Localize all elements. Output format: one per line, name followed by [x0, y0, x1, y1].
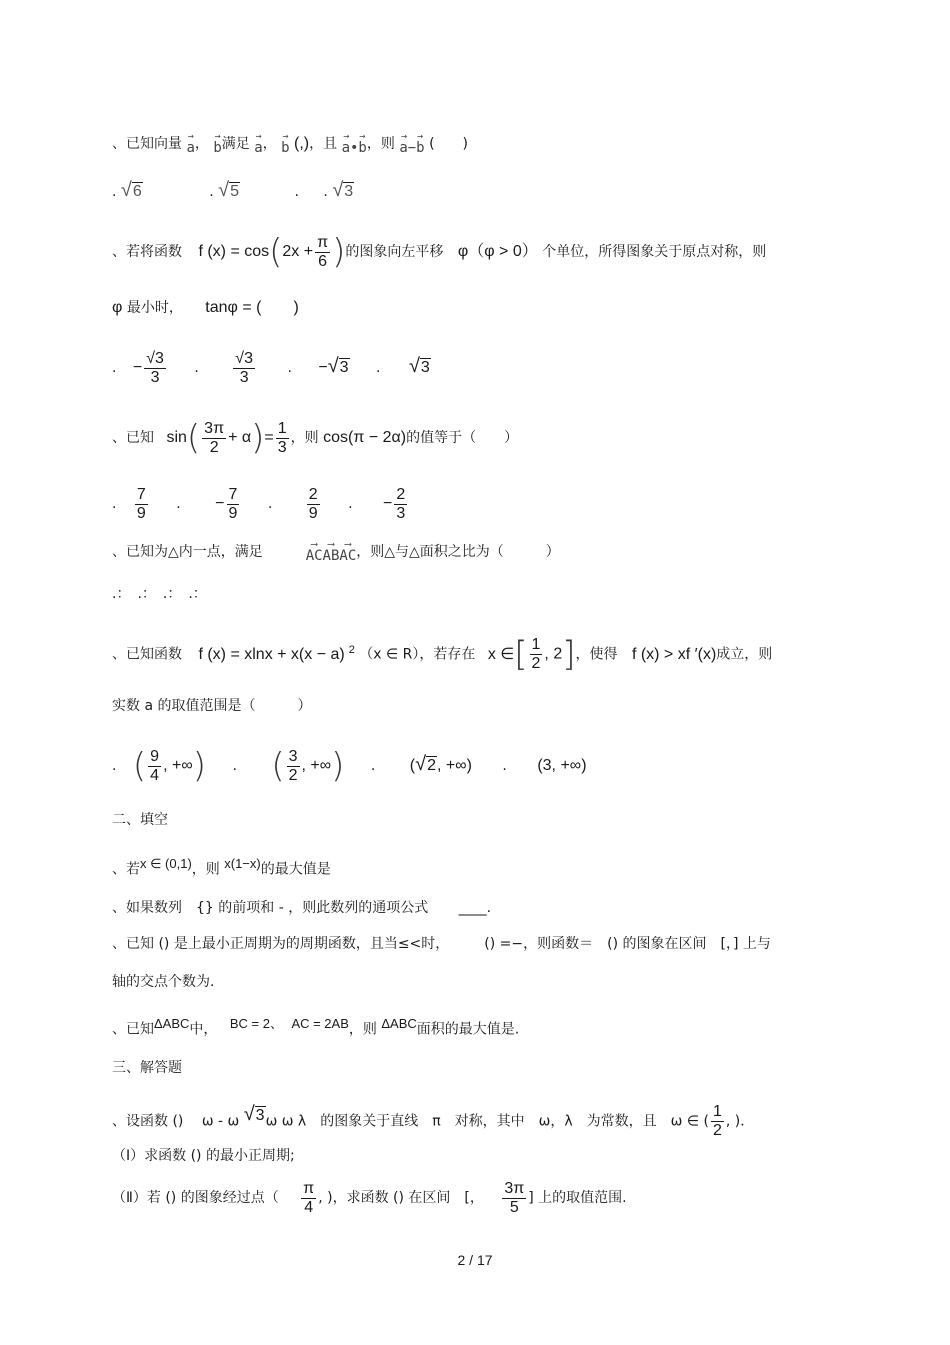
q2-line2-text: 最小时，: [126, 300, 183, 316]
f4-prefix: 、已知: [112, 1021, 154, 1038]
q3-minus-d: −: [383, 495, 393, 512]
q2-prefix: 、若将函数: [112, 244, 182, 260]
f1-expr: x(1−x): [224, 856, 261, 871]
q2-line2: [112, 298, 299, 318]
f2-blank: ____.: [458, 900, 492, 916]
f4-cond2: AC = 2AB: [291, 1016, 349, 1031]
right-paren-icon: ): [251, 418, 265, 458]
q4-stem: [112, 540, 560, 562]
q1-and: ，且: [309, 136, 338, 152]
s1-line1-a: 、设函数 () ω - ω: [112, 1113, 240, 1130]
q2-shift: φ（φ > 0）: [457, 243, 538, 260]
q2-option-a: $\frac{√3}{3}$: [146, 349, 164, 386]
q2-suffix2: 个单位，所得图象关于原点对称，则: [542, 244, 767, 260]
q3-suffix: 的值等于（ ）: [406, 430, 519, 446]
q2-phi: φ: [112, 299, 123, 316]
page-number: 2 / 17: [457, 1252, 493, 1268]
vector-diff: → → a−b: [399, 131, 425, 156]
s1-line1-b: ω ω λ 的图象关于直线 π 对称，其中 ω，λ 为常数，且 ω ∈ (: [265, 1113, 709, 1130]
vector-a: → a: [186, 131, 195, 156]
f4-then: ，则: [348, 1021, 377, 1038]
q5-domain: （x ∈ R），若存在: [359, 646, 476, 663]
q3-sin: sin: [166, 429, 187, 446]
vector-ab: ⟶ AB: [322, 539, 340, 564]
q5-options: . ( $\frac{9}{4}$ , +∞) . ( $\frac{3}{2}$ , +∞) . (√2, +∞) . (3, +∞): [112, 746, 587, 786]
s1-line1-c: , )．: [725, 1113, 755, 1130]
solve-1-line1: [112, 1092, 754, 1144]
q3-stem: [112, 416, 518, 460]
f1-cond: x ∈ (0,1): [140, 856, 192, 871]
q4-options: .： .： .： .：: [112, 586, 207, 602]
section-3-heading: 三、解答题: [112, 1060, 182, 1076]
q3-3pi-over-2: $\frac{3\pi}{2}$: [204, 419, 225, 456]
q3-prefix: 、已知: [112, 430, 154, 446]
s1-sqrt3: √3: [243, 1103, 265, 1125]
q2-func: f (x) = cos: [198, 243, 270, 260]
f4-mid: 中，: [189, 1021, 218, 1038]
q1-comma: ，: [194, 136, 209, 152]
q4-prefix: 、已知为△内一点，满足: [112, 544, 263, 560]
q3-rhs: $\frac{1}{3}$: [277, 419, 287, 456]
vector-b: → b: [213, 131, 222, 156]
q3-option-b: $\frac{7}{9}$: [228, 485, 238, 522]
q2-suffix: 的图象向左平移: [345, 244, 444, 260]
q2-stem: [112, 230, 766, 274]
q4-suffix: ，则△与△面积之比为（ ）: [356, 544, 560, 560]
q5-int-right: , 2: [544, 645, 563, 663]
fill-4: [112, 1014, 519, 1040]
q2-inner: 2x +: [282, 243, 314, 260]
q5-option-b: $\frac{3}{2}$: [288, 747, 298, 784]
q5-func: f (x) = xlnx + x(x − a): [198, 645, 345, 663]
q1-options: . √6 . √5 . . √3: [112, 179, 354, 201]
f1-prefix: 、若: [112, 861, 140, 878]
q3-option-c: $\frac{2}{9}$: [308, 485, 318, 522]
q2-options: . − $\frac{√3}{3}$ . $\frac{√3}{3}$ . −√3 . √3: [112, 349, 430, 386]
q2-option-c: −√3: [318, 355, 349, 377]
q3-eq: =: [264, 429, 274, 446]
solve-1-part2: [112, 1176, 627, 1220]
solve-1-part1: （Ⅰ）求函数 () 的最小正周期;: [112, 1148, 295, 1164]
f2-text: 、如果数列 {} 的前项和 - ，则此数列的通项公式: [112, 900, 429, 916]
fill-3-line2: 轴的交点个数为.: [112, 974, 215, 990]
q5-stem: [112, 628, 772, 677]
q1-option-d: √3: [332, 179, 354, 201]
q5-sup: 2: [348, 644, 355, 656]
left-bracket-icon: [: [514, 634, 528, 675]
fill-3-line1: 、已知 () 是上最小正周期为的周期函数，且当≤<时， () =−，则函数＝ () 的图象在区间 [，] 上与: [112, 936, 771, 952]
fill-2: [112, 898, 491, 918]
s1-half: $\frac{1}{2}$: [712, 1103, 722, 1140]
q5-option-a: $\frac{9}{4}$: [150, 747, 160, 784]
q3-options: . $\frac{7}{9}$ . − $\frac{7}{9}$ . $\frac{2}{9}$ . − $\frac{2}{3}$: [112, 485, 406, 522]
fill-1: [112, 854, 331, 880]
f1-suffix: 的最大值是: [260, 861, 331, 878]
q1-option-b: √5: [218, 179, 240, 201]
q1-satisfy: 满足: [221, 136, 250, 152]
q5-suffix: ，使得: [575, 646, 618, 663]
q5-opt-b-tail: , +∞: [301, 757, 332, 774]
q3-plus-alpha: + α: [228, 429, 252, 446]
q5-suffix2: 成立，则: [716, 646, 773, 663]
f4-tri2: ΔABC: [381, 1016, 417, 1031]
q5-prefix: 、已知函数: [112, 646, 182, 663]
q2-option-b: $\frac{√3}{3}$: [235, 349, 253, 386]
q5-line2: 实数 a 的取值范围是（ ）: [112, 698, 312, 714]
q2-opt-a-sign: −: [132, 359, 143, 376]
q3-then: ，则: [290, 430, 319, 446]
q1-stem: 、已知向量 → a ， → b 满足 → a ， → b (,)，且 → → a•b ，则 → → a−b ( ): [112, 131, 469, 156]
s1-part2-c: ] 上的取值范围.: [528, 1190, 627, 1206]
right-bracket-icon: ]: [562, 634, 576, 675]
q5-x-in: x ∈: [487, 645, 515, 663]
s1-part2-a: （Ⅱ）若 () 的图象经过点（: [112, 1190, 279, 1206]
q1-prefix: 、已知向量: [112, 136, 182, 152]
q3-option-d: $\frac{2}{3}$: [396, 485, 406, 522]
q2-tan: tanφ = ( ): [205, 299, 299, 316]
q1-option-a: √6: [120, 179, 142, 201]
q3-option-a: $\frac{7}{9}$: [136, 485, 146, 522]
left-paren-icon: (: [186, 418, 201, 458]
dot-product: → → a•b: [341, 131, 367, 156]
s1-part2-b: , )，求函数 () 在区间 [，: [318, 1190, 484, 1206]
section-2-heading: 二、填空: [112, 812, 168, 828]
vector-ac: ⟶ AC: [305, 539, 323, 564]
f4-tri: ΔABC: [154, 1016, 190, 1031]
q5-option-c: (√2, +∞): [409, 753, 472, 775]
q5-opt-a-tail: , +∞: [163, 757, 193, 774]
vector-b-2: → b: [281, 131, 290, 156]
f4-cond1: BC = 2、: [229, 1016, 283, 1031]
q3-minus-b: −: [215, 495, 225, 512]
right-paren-icon: ): [332, 232, 346, 272]
q2-pi-over-6: $\frac{\pi}{6}$: [317, 233, 329, 270]
f1-then: ，则: [191, 861, 220, 878]
q1-paren-pair: (,): [294, 135, 310, 152]
q1-answer-paren: ( ): [429, 136, 469, 152]
q1-then: ，则: [366, 136, 395, 152]
vector-ac-2: ⟶ AC: [339, 539, 357, 564]
s1-pi-over-4: $\frac{\pi}{4}$: [303, 1179, 315, 1216]
q5-half: $\frac{1}{2}$: [531, 636, 541, 673]
q3-cos-expr: cos(π − 2α): [323, 429, 407, 446]
s1-3pi-over-5: $\frac{3\pi}{5}$: [504, 1179, 525, 1216]
q2-option-d: √3: [408, 355, 430, 377]
q5-ineq: f (x) > xf ′(x): [631, 645, 717, 663]
left-paren-icon: (: [269, 232, 283, 272]
f4-suffix: 面积的最大值是.: [416, 1021, 520, 1038]
q5-option-d: (3, +∞): [537, 757, 587, 774]
vector-a-2: → a: [254, 131, 263, 156]
